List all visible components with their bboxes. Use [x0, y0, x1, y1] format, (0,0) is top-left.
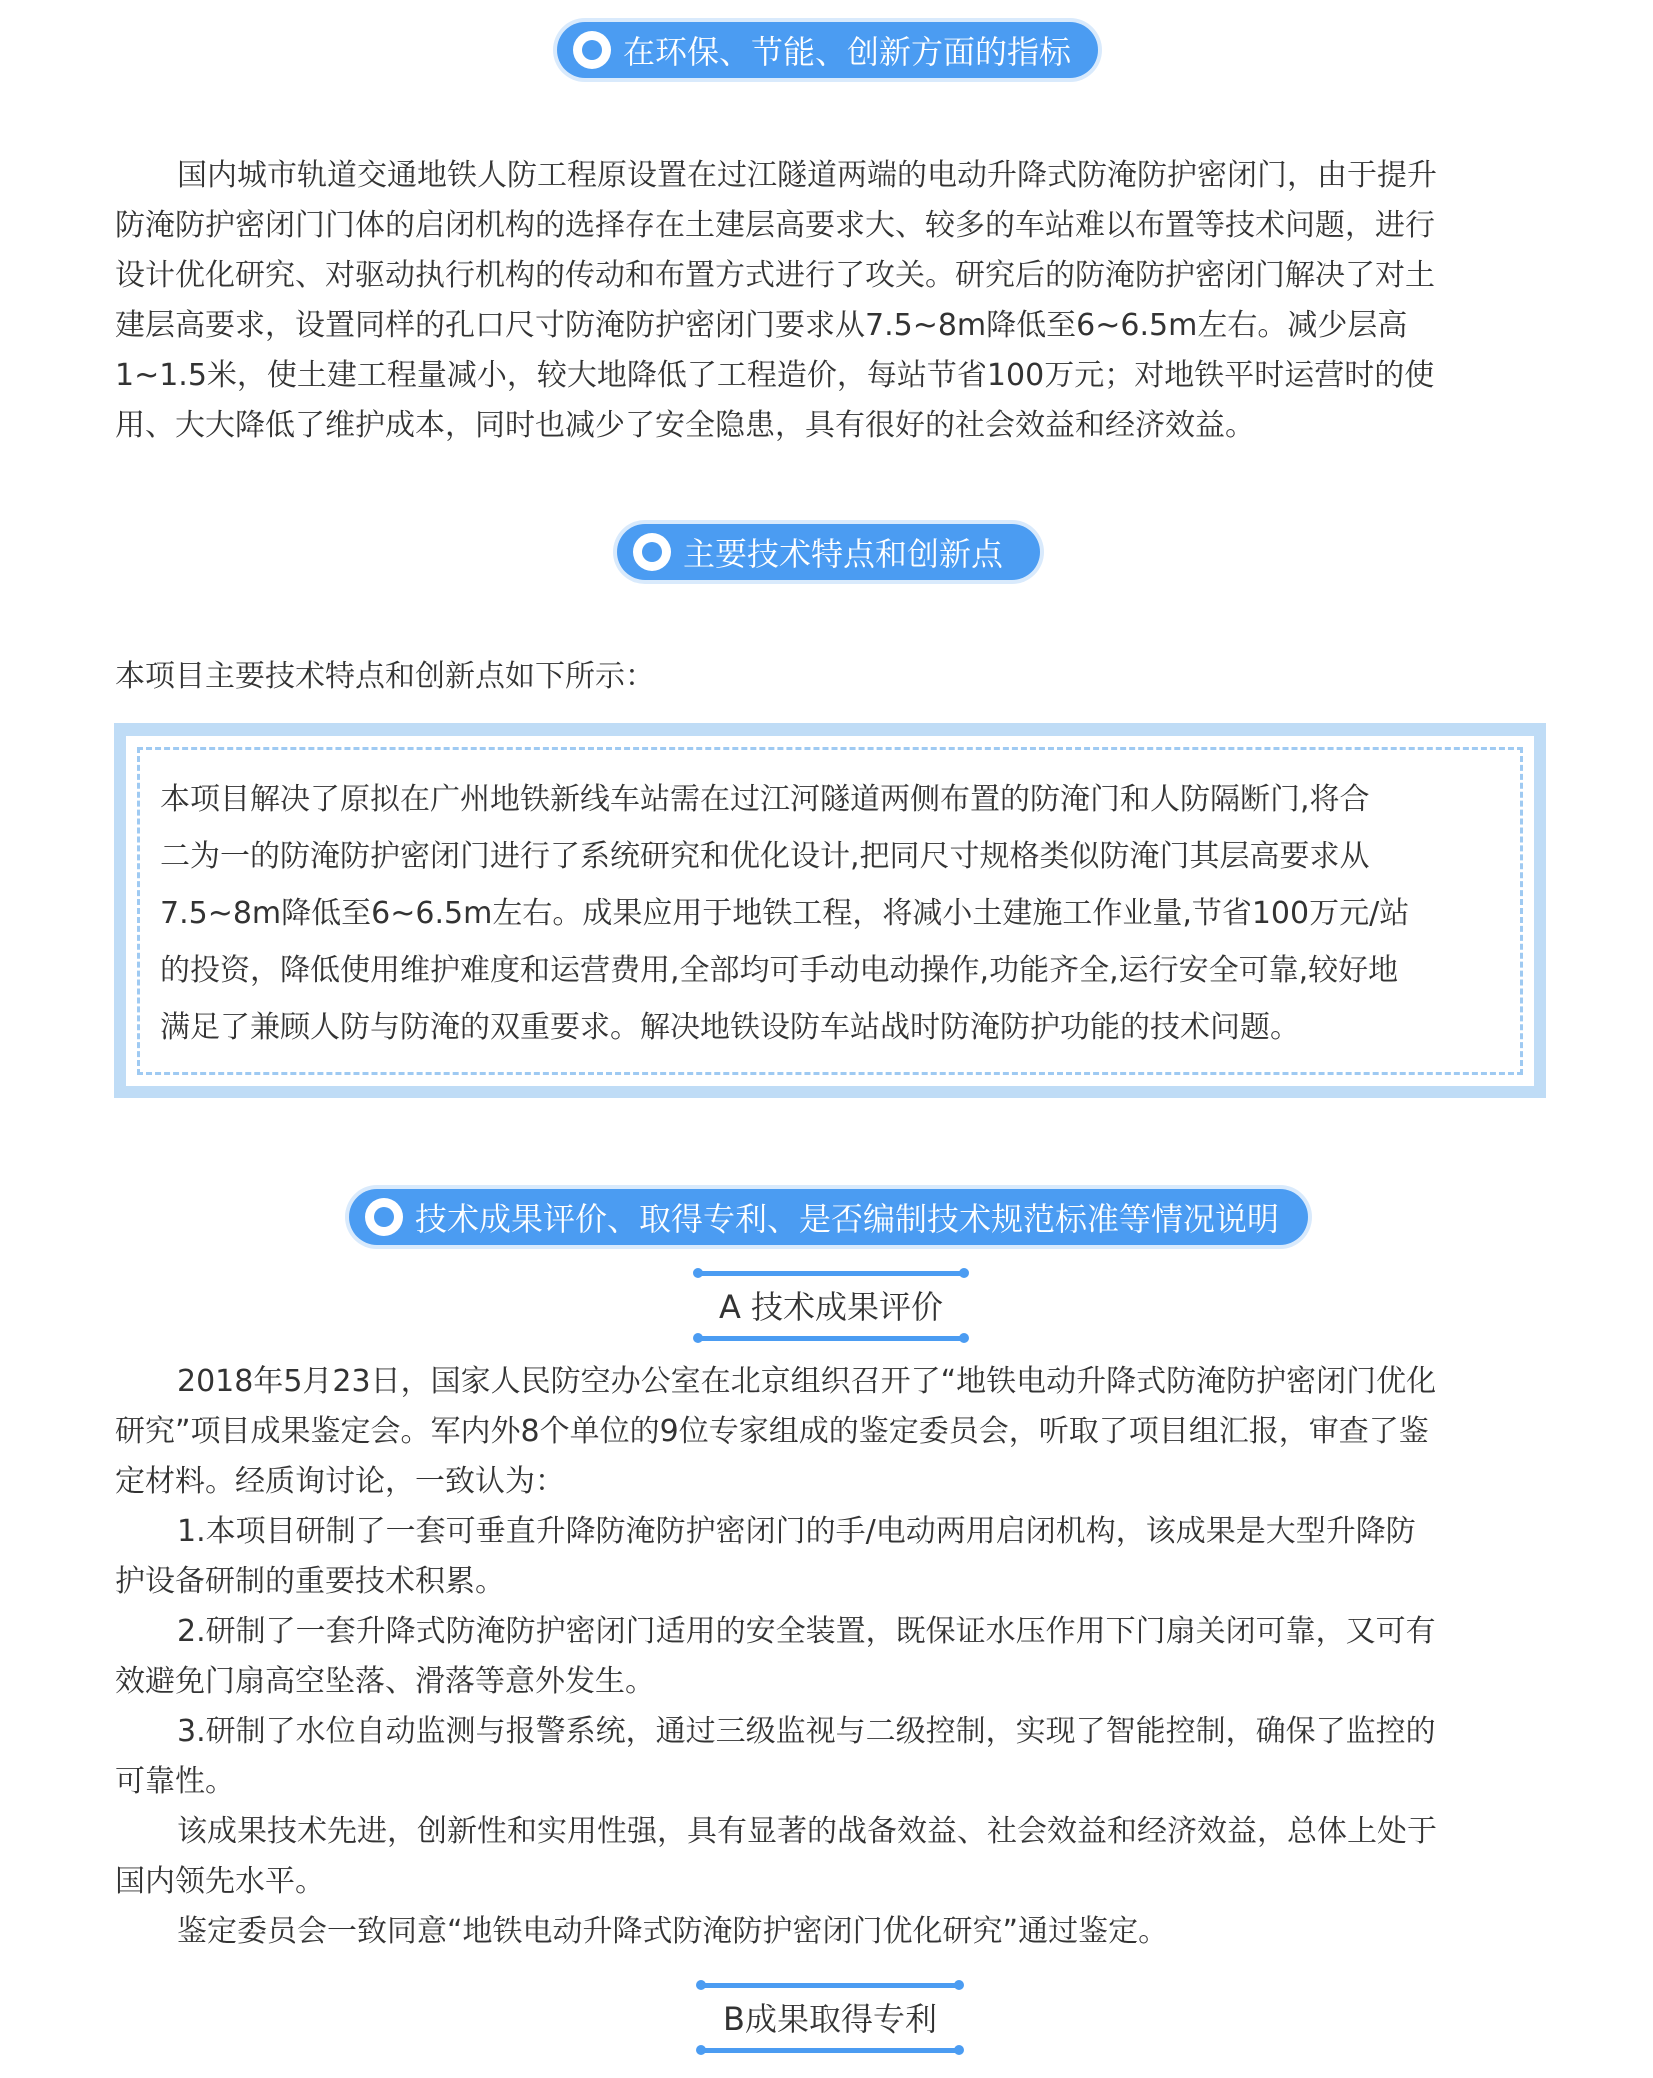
paragraph-line: 鉴定委员会一致同意“地铁电动升降式防淹防护密闭门优化研究”通过鉴定。 — [177, 1914, 1169, 1949]
paragraph-line: 用、大大降低了维护成本，同时也减少了安全隐患，具有很好的社会效益和经济效益。 — [115, 408, 1255, 443]
circle-dot-icon — [365, 1198, 403, 1236]
box-line: 二为一的防淹防护密闭门进行了系统研究和优化设计,把同尺寸规格类似防淹门其层高要求从 — [160, 839, 1370, 874]
box-line: 本项目解决了原拟在广州地铁新线车站需在过江河隧道两侧布置的防淹门和人防隔断门,将合 — [160, 782, 1370, 817]
paragraph-line: 效避免门扇高空坠落、滑落等意外发生。 — [115, 1664, 655, 1699]
paragraph-line: 建层高要求，设置同样的孔口尺寸防淹防护密闭门要求从7.5~8m降低至6~6.5m左右。减少层高 — [115, 308, 1408, 343]
section-title-environmental-indicators — [557, 22, 1098, 78]
section-3-paragraph — [115, 1357, 1545, 1957]
section-title-technical-features — [617, 524, 1040, 580]
box-line: 7.5~8m降低至6~6.5m左右。成果应用于地铁工程，将减小土建施工作业量,节省100万元/站 — [160, 896, 1410, 931]
subtitle-a-label: A 技术成果评价 — [718, 1288, 944, 1326]
paragraph-line: 护设备研制的重要技术积累。 — [115, 1564, 505, 1599]
paragraph-line: 研究”项目成果鉴定会。军内外8个单位的9位专家组成的鉴定委员会，听取了项目组汇报，审查了鉴 — [115, 1414, 1429, 1449]
section-title-evaluation-patents — [349, 1189, 1308, 1245]
subtitle-b — [700, 1983, 960, 2053]
section-1-paragraph — [115, 151, 1545, 451]
features-intro: 本项目主要技术特点和创新点如下所示： — [115, 659, 655, 694]
paragraph-line: 设计优化研究、对驱动执行机构的传动和布置方式进行了攻关。研究后的防淹防护密闭门解决了对土 — [115, 258, 1435, 293]
paragraph-line: 2018年5月23日，国家人民防空办公室在北京组织召开了“地铁电动升降式防淹防护密闭门优化 — [177, 1364, 1437, 1399]
subtitle-top-bar — [700, 1983, 960, 1988]
paragraph-line: 该成果技术先进，创新性和实用性强，具有显著的战备效益、社会效益和经济效益，总体上处于 — [177, 1814, 1437, 1849]
paragraph-line: 2.研制了一套升降式防淹防护密闭门适用的安全装置，既保证水压作用下门扇关闭可靠，又可有 — [177, 1614, 1436, 1649]
section-title-label: 技术成果评价、取得专利、是否编制技术规范标准等情况说明 — [415, 1200, 1280, 1238]
subtitle-top-bar — [697, 1271, 965, 1276]
paragraph-line: 防淹防护密闭门门体的启闭机构的选择存在土建层高要求大、较多的车站难以布置等技术问题，进行 — [115, 208, 1435, 243]
paragraph-line: 定材料。经质询讨论，一致认为： — [115, 1464, 565, 1499]
subtitle-bottom-bar — [697, 1336, 965, 1341]
circle-dot-icon — [633, 533, 671, 571]
subtitle-a — [697, 1271, 965, 1341]
paragraph-line: 3.研制了水位自动监测与报警系统，通过三级监视与二级控制，实现了智能控制，确保了监控的 — [177, 1714, 1436, 1749]
circle-dot-icon — [573, 31, 611, 69]
paragraph-line: 国内领先水平。 — [115, 1864, 325, 1899]
section-title-label: 主要技术特点和创新点 — [683, 535, 1004, 573]
paragraph-line: 可靠性。 — [115, 1764, 235, 1799]
paragraph-line: 国内城市轨道交通地铁人防工程原设置在过江隧道两端的电动升降式防淹防护密闭门，由于提升 — [177, 158, 1437, 193]
paragraph-line: 1~1.5米，使土建工程量减小，较大地降低了工程造价，每站节省100万元；对地铁平时运营时的使 — [115, 358, 1435, 393]
paragraph-line: 1.本项目研制了一套可垂直升降防淹防护密闭门的手/电动两用启闭机构，该成果是大型升降防 — [177, 1514, 1416, 1549]
subtitle-bottom-bar — [700, 2048, 960, 2053]
subtitle-b-label: B成果取得专利 — [723, 2000, 937, 2038]
box-line: 满足了兼顾人防与防淹的双重要求。解决地铁设防车站战时防淹防护功能的技术问题。 — [160, 1010, 1300, 1045]
section-title-label: 在环保、节能、创新方面的指标 — [623, 33, 1072, 71]
box-line: 的投资，降低使用维护难度和运营费用,全部均可手动电动操作,功能齐全,运行安全可靠,较好地 — [160, 953, 1399, 988]
features-box-text — [160, 771, 1510, 1056]
